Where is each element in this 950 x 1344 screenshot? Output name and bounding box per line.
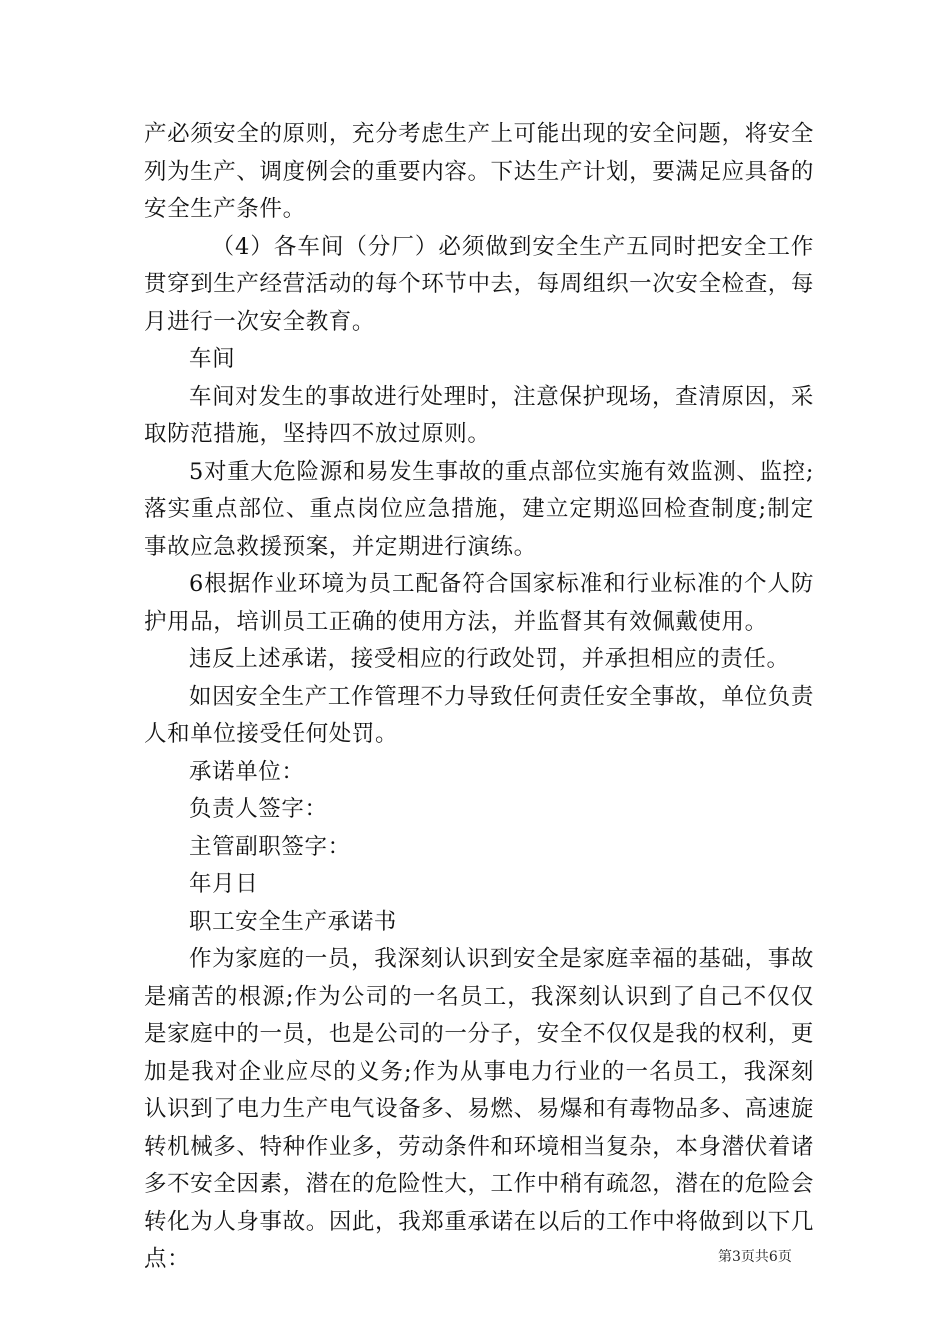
paragraph-continuation: 产必须安全的原则，充分考虑生产上可能出现的安全问题，将安全列为生产、调度例会的重要内容。下达生产计划，要满足应具备的安全生产条件。 <box>144 121 814 222</box>
section-title: 职工安全生产承诺书 <box>189 908 397 935</box>
paragraph-employee-pledge: 作为家庭的一员，我深刻认识到安全是家庭幸福的基础，事故是痛苦的根源;作为公司的一名员工，我深刻认识到了自己不仅仅是家庭中的一员，也是公司的一分子，安全不仅仅是我的权利，更加是我对企业应尽的义务;作为从事电力行业的一名员工，我深刻认识到了电力生产电气设备多、易燃、易爆和有毒物品多、高速旋转机械多、特种作业多，劳动条件和环境相当复杂，本身潜伏着诸多不安全因素，潜在的危险性大，工作中稍有疏忽，潜在的危险会转化为人身事故。因此，我郑重承诺在以后的工作中将做到以下几点： <box>144 946 814 1272</box>
page-number: 第3页共6页 <box>718 1249 792 1265</box>
paragraph-item-5: 5对重大危险源和易发生事故的重点部位实施有效监测、监控;落实重点部位、重点岗位应急措施，建立定期巡回检查制度;制定事故应急救援预案，并定期进行演练。 <box>144 458 814 560</box>
paragraph-workshop-heading: 车间 <box>189 346 236 372</box>
paragraph-violation: 违反上述承诺，接受相应的行政处罚，并承担相应的责任。 <box>189 646 790 672</box>
paragraph-workshop-accident: 车间对发生的事故进行处理时，注意保护现场，查清原因，采取防范措施，坚持四不放过原则。 <box>144 383 814 447</box>
paragraph-item-4: （4）各车间（分厂）必须做到安全生产五同时把安全工作贯穿到生产经营活动的每个环节中去，每周组织一次安全检查，每月进行一次安全教育。 <box>144 233 814 335</box>
signature-leader-line: 负责人签字： <box>189 796 328 822</box>
signature-deputy-line: 主管副职签字： <box>189 833 351 860</box>
date-line: 年月日 <box>189 871 259 897</box>
signature-unit-line: 承诺单位： <box>189 758 305 785</box>
document-body <box>144 116 814 1279</box>
paragraph-item-6: 6根据作业环境为员工配备符合国家标准和行业标准的个人防护用品，培训员工正确的使用方法，并监督其有效佩戴使用。 <box>144 571 814 635</box>
paragraph-liability: 如因安全生产工作管理不力导致任何责任安全事故，单位负责人和单位接受任何处罚。 <box>144 683 814 747</box>
